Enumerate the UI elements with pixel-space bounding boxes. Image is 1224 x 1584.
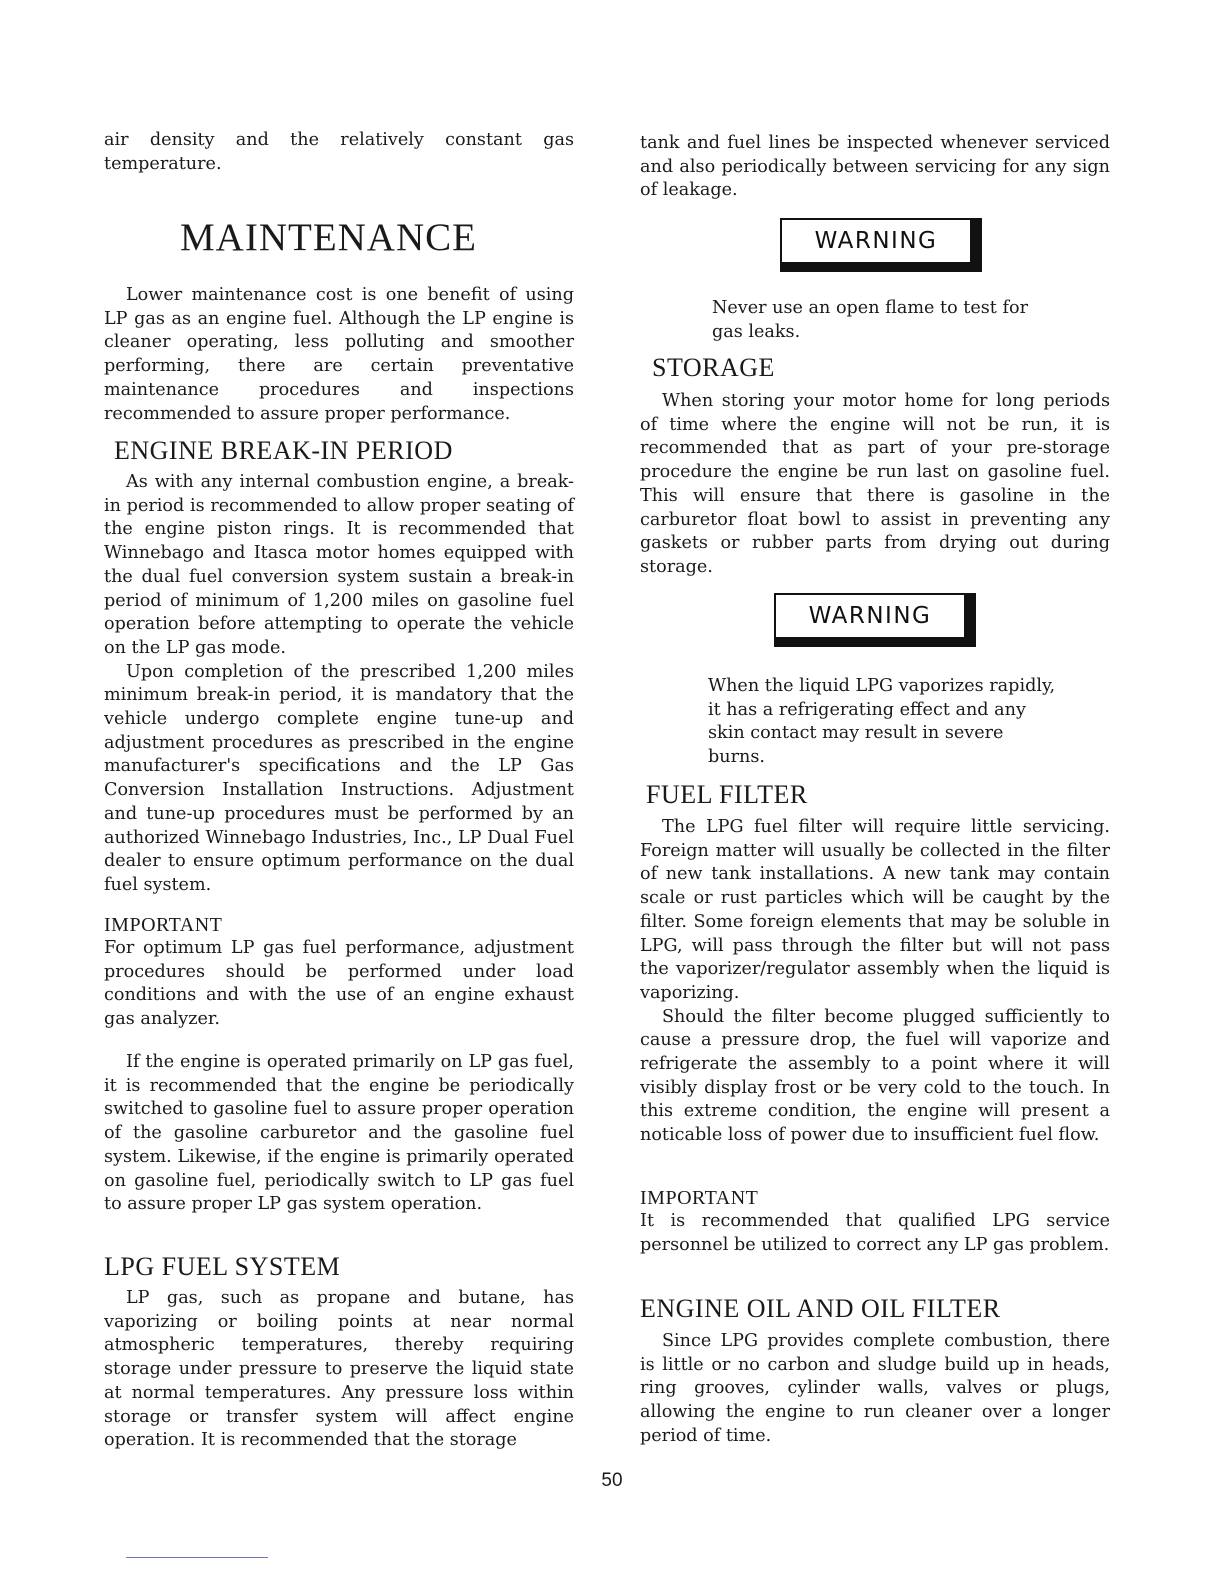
footer-rule bbox=[126, 1557, 268, 1558]
breakin-heading: ENGINE BREAK-IN PERIOD bbox=[114, 436, 453, 465]
switch-paragraph: If the engine is operated primarily on LP gas fuel, it is recommended that the engine be periodically switched to gasoline fuel to assure proper operation of the gasoline carburetor and the gasoline fuel system. Likewise, if the engine is primarily operated on gasoline fuel, periodically switch to LP gas fuel to assure proper LP gas system operation. bbox=[104, 1052, 574, 1215]
storage-heading: STORAGE bbox=[652, 353, 775, 382]
fuel-filter-paragraph-2: Should the filter become plugged sufficiently to cause a pressure drop, the fuel will vaporize and refrigerate the assembly to a point where it will visibly display frost or be very cold to the touch. In this extreme condition, the engine will present a noticable loss of power due to insufficient fuel flow. bbox=[640, 1006, 1110, 1146]
storage-paragraph: When storing your motor home for long periods of time where the engine will not be run, it is recommended that as part of your pre-storage procedure the engine be run last on gasoline fuel. This will ensure that there is gasoline in the carburetor float bowl to assist in preventing any gaskets or rubber parts from drying out during storage. bbox=[640, 391, 1110, 577]
important-note-left bbox=[104, 913, 574, 1032]
fuel-filter-section bbox=[640, 816, 1110, 1148]
fuel-filter-paragraph-1: The LPG fuel filter will require little servicing. Foreign matter will usually be collected in the filter of new tank installations. A new tank may contain scale or rust particles which will be caught by the filter. Some foreign elements that may be soluble in LPG, will pass through the filter but will not pass the vaporizer/regulator assembly when the liquid is vaporizing. bbox=[640, 817, 1110, 1003]
breakin-section bbox=[104, 471, 574, 898]
important-heading-left: IMPORTANT bbox=[104, 914, 223, 936]
breakin-paragraph-1: As with any internal combustion engine, a break-in period is recommended to allow proper seating of the engine piston rings. It is recommended that Winnebago and Itasca motor homes equipped with the dual fuel conversion system sustain a break-in period of minimum of 1,200 miles on gasoline fuel operation before attempting to operate the vehicle on the LP gas mode. bbox=[104, 472, 574, 658]
lpg-heading: LPG FUEL SYSTEM bbox=[104, 1252, 341, 1281]
warning-box-2 bbox=[774, 593, 976, 647]
breakin-paragraph-2: Upon completion of the prescribed 1,200 miles minimum break-in period, it is mandatory that the vehicle undergo complete engine tune-up and adjustment procedures as prescribed in the engine manufacturer's specifications and the LP Gas Conversion Installation Instructions. Adjustment and tune-up procedures must be performed by an authorized Winnebago Industries, Inc., LP Dual Fuel dealer to ensure optimum performance on the dual fuel system. bbox=[104, 661, 574, 895]
oil-heading: ENGINE OIL AND OIL FILTER bbox=[640, 1294, 1001, 1323]
intro-paragraph: air density and the relatively constant gas temperature. bbox=[104, 130, 574, 174]
warning-label-2: WARNING bbox=[808, 603, 932, 629]
continued-paragraph: tank and fuel lines be inspected whenever serviced and also periodically between servicing for any sign of leakage. bbox=[640, 133, 1110, 201]
maintenance-paragraph: Lower maintenance cost is one benefit of using LP gas as an engine fuel. Although the LP engine is cleaner operating, less polluting and smoother performing, there are certain preventative maintenance procedures and inspections recommended to assure proper performance. bbox=[104, 285, 574, 424]
warning-text-2: When the liquid LPG vaporizes rapidly, it has a refrigerating effect and any skin contact may result in severe burns. bbox=[708, 676, 1056, 768]
warning-label-1: WARNING bbox=[814, 228, 938, 254]
page-number: 50 bbox=[601, 1470, 623, 1491]
important-paragraph-left: For optimum LP gas fuel performance, adjustment procedures should be performed under load conditions and with the use of an engine exhaust gas analyzer. bbox=[104, 938, 574, 1030]
lpg-paragraph: LP gas, such as propane and butane, has vaporizing or boiling points at near normal atmospheric temperatures, thereby requiring storage under pressure to preserve the liquid state at normal temperatures. Any pressure loss within storage or transfer system will affect engine operation. It is recommended that the storage bbox=[104, 1288, 574, 1451]
page-title: MAINTENANCE bbox=[180, 216, 477, 259]
warning-box-1 bbox=[780, 218, 982, 272]
oil-paragraph: Since LPG provides complete combustion, there is little or no carbon and sludge build up in heads, ring grooves, cylinder walls, valves or plugs, allowing the engine to run cleaner over a longer period of time. bbox=[640, 1331, 1110, 1446]
important-paragraph-right: It is recommended that qualified LPG service personnel be utilized to correct any LP gas problem. bbox=[640, 1211, 1110, 1255]
warning-text-1: Never use an open flame to test for gas leaks. bbox=[712, 298, 1028, 342]
important-heading-right: IMPORTANT bbox=[640, 1187, 759, 1209]
fuel-filter-heading: FUEL FILTER bbox=[646, 780, 808, 809]
important-note-right bbox=[640, 1186, 1110, 1257]
